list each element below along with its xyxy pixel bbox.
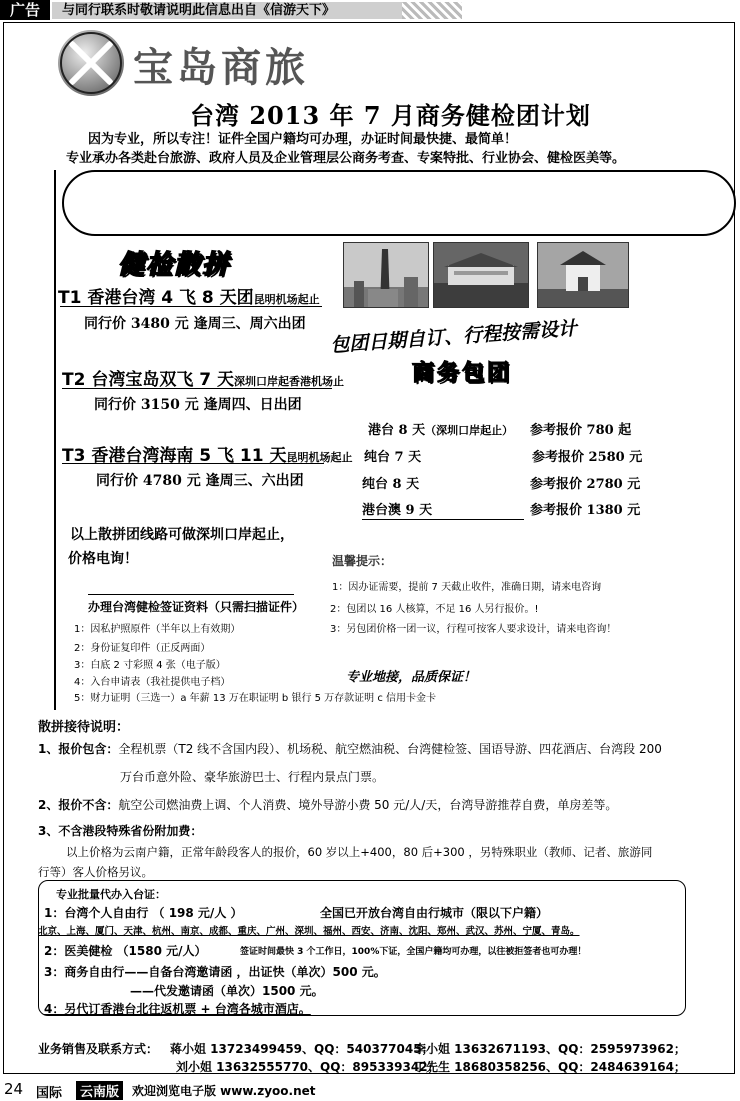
biz-row-1-name: 港台 8 天: [368, 423, 426, 438]
biz-row-4-name: 港台澳 9 天: [362, 503, 433, 518]
biz-row-2-price: 参考报价 2580 元: [532, 450, 643, 465]
surcharge-label: 3、不含港段特殊省份附加费：: [38, 824, 203, 838]
agency-row2-left: 2：医美健检 （1580 元/人）: [44, 944, 207, 958]
agency-row1-right: 全国已开放台湾自由行城市（限以下户籍）: [320, 906, 549, 920]
tour-t3-price: 同行价 4780 元 逢周三、六出团: [96, 473, 304, 489]
visa-docs-title: 办理台湾健检签证资料（只需扫描证件）: [88, 600, 305, 614]
intro-line-1: 因为专业，所以专注！证件全国户籍均可办理，办证时间最快捷、最简单！: [88, 132, 518, 147]
ad-tag: 广告: [0, 0, 50, 20]
custom-slogan: 包团日期自订、行程按需设计: [329, 317, 578, 357]
tour-t2-name: T2 台湾宝岛双飞 7 天: [62, 370, 235, 390]
brand-logo-icon: [58, 30, 124, 96]
divider: [60, 306, 322, 307]
section2-title: 商务包团: [412, 361, 513, 386]
section1-remark-1: 以上散拼团线路可做深圳口岸起止，: [70, 527, 294, 543]
ad-bar: [0, 0, 740, 22]
taipei101-photo: [343, 242, 429, 308]
scroll-banner: [62, 170, 736, 236]
include-line-1: [38, 740, 662, 757]
footer-section: 国际: [36, 1086, 63, 1101]
operation-title: 散拼接待说明：: [38, 720, 130, 735]
palace-museum-photo: [433, 242, 529, 308]
agency-row4: 4：另代订香港台北往返机票 + 台湾各城市酒店。: [44, 1002, 311, 1016]
ad-notice: 与同行联系时敬请说明此信息出自《信游天下》: [52, 2, 402, 19]
visa-doc-3: 3：白底 2 寸彩照 4 张（电子版）: [74, 660, 226, 671]
divider: [362, 519, 524, 520]
visa-slogan: 专业地接，品质保证！: [346, 670, 477, 685]
divider: [62, 388, 332, 389]
contact-label: 业务销售及联系方式：: [38, 1042, 159, 1056]
agency-row3: 3：商务自由行——自备台湾邀请函 ，出证快（单次）500 元。: [44, 965, 386, 979]
intro-line-2: 专业承办各类赴台旅游、政府人员及企业管理层公商务考查、专案特批、行业协会、健检医美等。: [66, 151, 626, 166]
include-text-2: 万台币意外险、豪华旅游巴士、行程内景点门票。: [120, 770, 385, 784]
surcharge-text-2: 行等）客人价格另议。: [38, 865, 153, 879]
section1-title: 健检散拼: [118, 250, 231, 280]
tour-t3-name: T3 香港台湾海南 5 飞 11 天: [62, 446, 287, 466]
tour-t1-name: T1 香港台湾 4 飞 8 天团: [58, 288, 254, 308]
biz-row-1: [368, 419, 513, 438]
exclude-label: 2、报价不含：: [38, 798, 119, 812]
include-label: 1、报价包含：: [38, 742, 119, 756]
tour-t1-note: 昆明机场起止: [253, 293, 320, 306]
tour-t3-note: 昆明机场起止: [286, 451, 353, 464]
biz-row-3-price: 参考报价 2780 元: [530, 477, 641, 492]
footer-website[interactable]: 欢迎浏览电子版 www.zyoo.net: [132, 1084, 316, 1098]
agency-cities: 北京、上海、厦门、天津、杭州、南京、成都、重庆、广州、深圳、福州、西安、济南、沈阳、郑州、武汉、苏州、宁厦、青岛。: [38, 926, 580, 937]
exclude-line: [38, 796, 617, 813]
agency-row2-note: 签证时间最快 3 个工作日，100%下证，全国户籍均可办理，以往被拒签者也可办理！: [240, 947, 587, 957]
visa-doc-4: 4：入台申请表（我社提供电子档）: [74, 677, 231, 688]
tour-t1: [58, 283, 320, 308]
memorial-hall-photo: [537, 242, 629, 308]
agency-row3b: ——代发邀请函（单次）1500 元。: [130, 984, 324, 998]
visa-doc-2: 2：身份证复印件（正反两面）: [74, 643, 211, 654]
surcharge-text-1: 以上价格为云南户籍，正常年龄段客人的报价，60 岁以上+400，80 后+300 ，另特殊职业（教师、记者、旅游同: [66, 845, 653, 859]
biz-row-4-price: 参考报价 1380 元: [530, 503, 641, 518]
tips-title: 温馨提示：: [332, 554, 393, 568]
divider: [88, 594, 294, 595]
tour-t2: [62, 365, 344, 390]
biz-row-3-name: 纯台 8 天: [362, 477, 420, 492]
biz-row-1-note: （深圳口岸起止）: [425, 424, 514, 437]
agency-row1-left: 1：台湾个人自由行 （ 198 元/人 ）: [44, 906, 243, 920]
tip-1: 1：因办证需要，提前 7 天截止收件，准确日期，请来电咨询: [332, 582, 602, 593]
tour-t1-price: 同行价 3480 元 逢周三、周六出团: [84, 316, 306, 332]
tip-2: 2：包团以 16 人核算，不足 16 人另行报价。!: [330, 604, 539, 615]
scroll-left-edge: [54, 170, 74, 710]
tour-t2-price: 同行价 3150 元 逢周四、日出团: [94, 397, 302, 413]
section1-remark-2: 价格电询！: [68, 551, 138, 567]
page-number: 24: [4, 1080, 24, 1098]
biz-row-2-name: 纯台 7 天: [364, 450, 422, 465]
include-text-1: 全程机票（T2 线不含国内段）、机场税、航空燃油税、台湾健检签、国语导游、四花酒店、台湾段 200: [118, 742, 662, 756]
tour-t2-note: 深圳口岸起香港机场止: [234, 375, 345, 388]
agency-title: 专业批量代办入台证：: [56, 888, 166, 901]
page-title: 台湾 2013 年 7 月商务健检团计划: [190, 101, 591, 130]
visa-doc-5: 5：财力证明（三选一）a 年薪 13 万在职证明 b 银行 5 万存款证明 c 信用卡金卡: [74, 693, 437, 704]
page-footer: [0, 1078, 740, 1100]
biz-row-1-price: 参考报价 780 起: [530, 423, 632, 438]
tip-3: 3：另包团价格一团一议，行程可按客人要求设计，请来电咨询！: [330, 624, 617, 635]
contact-jiang: 蒋小姐 13723499459、QQ：540377045；: [170, 1042, 434, 1056]
visa-doc-1: 1：因私护照原件（半年以上有效期）: [74, 624, 241, 635]
contact-liu: 刘小姐 13632555770、QQ：895339342；: [176, 1060, 440, 1074]
contact-ding: 丁先生 18680358256、QQ：2484639164；: [414, 1060, 686, 1074]
contact-li: 李小姐 13632671193、QQ：2595973962；: [414, 1042, 686, 1056]
brand-name: 宝岛商旅: [133, 44, 309, 91]
divider: [62, 463, 324, 464]
footer-edition: 云南版: [76, 1081, 123, 1100]
ad-checker-pattern: [402, 2, 462, 19]
exclude-text: 航空公司燃油费上调、个人消费、境外导游小费 50 元/人/天，台湾导游推荐自费，单房差等。: [118, 798, 618, 812]
